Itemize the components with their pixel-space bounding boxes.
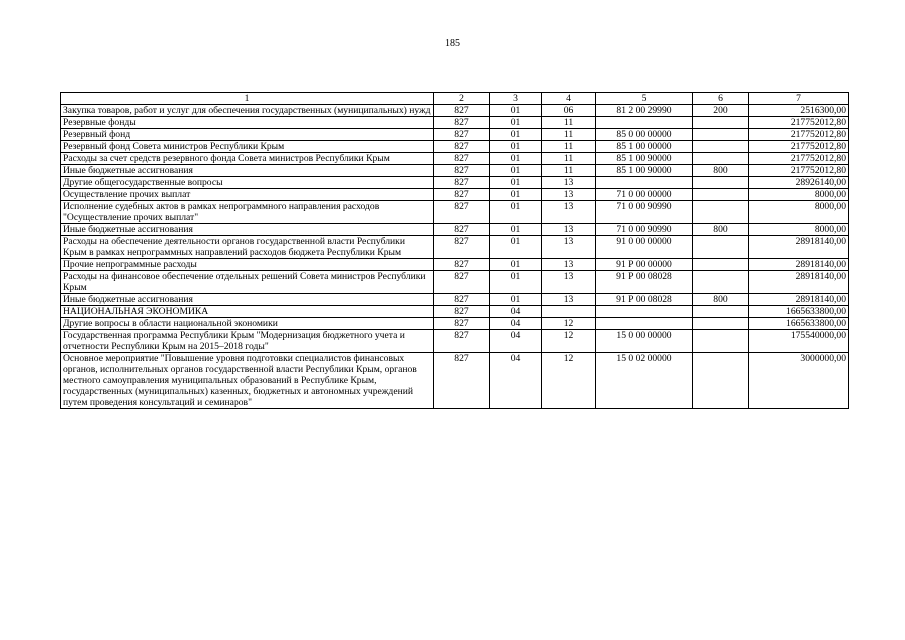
column-number: 7: [749, 93, 849, 105]
expense-type-cell: [693, 129, 749, 141]
section-code-cell: 01: [490, 165, 542, 177]
table-row: [61, 271, 849, 294]
table-row: [61, 306, 849, 318]
expense-type-cell: 800: [693, 294, 749, 306]
subsection-code-cell: [542, 306, 596, 318]
target-article-cell: 71 0 00 00000: [596, 189, 693, 201]
page-number: 185: [445, 38, 460, 49]
expense-type-cell: [693, 153, 749, 165]
table-row: [61, 318, 849, 330]
expense-name-cell: Основное мероприятие "Повышение уровня подготовки специалистов финансовых органов, исполнительных органов государственной власти Республики Крым, органов местного самоуправления муниципальных образований в Республике Крым, государственных (муниципальных) казенных, бюджетных и автономных учреждений путем проведения консультаций и семинаров": [61, 353, 434, 409]
section-code-cell: 01: [490, 153, 542, 165]
amount-cell: 1665633800,00: [749, 318, 849, 330]
expense-type-cell: [693, 189, 749, 201]
department-code-cell: 827: [434, 236, 490, 259]
table-row: [61, 330, 849, 353]
subsection-code-cell: 13: [542, 189, 596, 201]
column-number: 5: [596, 93, 693, 105]
target-article-cell: 91 0 00 00000: [596, 236, 693, 259]
section-code-cell: 01: [490, 201, 542, 224]
section-code-cell: 01: [490, 129, 542, 141]
expense-type-cell: [693, 353, 749, 409]
table-row: [61, 105, 849, 117]
subsection-code-cell: 11: [542, 117, 596, 129]
subsection-code-cell: 13: [542, 294, 596, 306]
target-article-cell: 85 1 00 90000: [596, 165, 693, 177]
target-article-cell: 71 0 00 90990: [596, 201, 693, 224]
subsection-code-cell: 13: [542, 224, 596, 236]
section-code-cell: 01: [490, 105, 542, 117]
target-article-cell: [596, 117, 693, 129]
subsection-code-cell: 11: [542, 141, 596, 153]
amount-cell: 217752012,80: [749, 117, 849, 129]
column-number: 1: [61, 93, 434, 105]
subsection-code-cell: 12: [542, 353, 596, 409]
department-code-cell: 827: [434, 353, 490, 409]
amount-cell: 28918140,00: [749, 236, 849, 259]
table-row: [61, 189, 849, 201]
subsection-code-cell: 13: [542, 177, 596, 189]
department-code-cell: 827: [434, 306, 490, 318]
section-code-cell: 01: [490, 294, 542, 306]
amount-cell: 28926140,00: [749, 177, 849, 189]
expense-name-cell: Иные бюджетные ассигнования: [61, 294, 434, 306]
column-number: 3: [490, 93, 542, 105]
column-number: 4: [542, 93, 596, 105]
amount-cell: 3000000,00: [749, 353, 849, 409]
department-code-cell: 827: [434, 153, 490, 165]
expense-type-cell: [693, 117, 749, 129]
amount-cell: 28918140,00: [749, 271, 849, 294]
target-article-cell: 91 Р 00 00000: [596, 259, 693, 271]
amount-cell: 217752012,80: [749, 165, 849, 177]
subsection-code-cell: 12: [542, 318, 596, 330]
target-article-cell: 91 Р 00 08028: [596, 294, 693, 306]
amount-cell: 8000,00: [749, 189, 849, 201]
expense-name-cell: Другие вопросы в области национальной экономики: [61, 318, 434, 330]
target-article-cell: 15 0 02 00000: [596, 353, 693, 409]
table-row: [61, 201, 849, 224]
table-row: [61, 117, 849, 129]
subsection-code-cell: 11: [542, 129, 596, 141]
expense-name-cell: Расходы за счет средств резервного фонда Совета министров Республики Крым: [61, 153, 434, 165]
target-article-cell: [596, 318, 693, 330]
expense-name-cell: Резервный фонд: [61, 129, 434, 141]
department-code-cell: 827: [434, 105, 490, 117]
target-article-cell: 71 0 00 90990: [596, 224, 693, 236]
table-row: [61, 141, 849, 153]
expense-name-cell: Иные бюджетные ассигнования: [61, 165, 434, 177]
target-article-cell: 91 Р 00 08028: [596, 271, 693, 294]
expense-type-cell: [693, 306, 749, 318]
subsection-code-cell: 06: [542, 105, 596, 117]
expense-type-cell: [693, 259, 749, 271]
amount-cell: 1665633800,00: [749, 306, 849, 318]
section-code-cell: 01: [490, 141, 542, 153]
expense-name-cell: Резервный фонд Совета министров Республики Крым: [61, 141, 434, 153]
expense-type-cell: [693, 201, 749, 224]
section-code-cell: 01: [490, 271, 542, 294]
section-code-cell: 01: [490, 259, 542, 271]
section-code-cell: 04: [490, 306, 542, 318]
subsection-code-cell: 12: [542, 330, 596, 353]
section-code-cell: 04: [490, 330, 542, 353]
expense-name-cell: Прочие непрограммные расходы: [61, 259, 434, 271]
table-row: [61, 177, 849, 189]
amount-cell: 2516300,00: [749, 105, 849, 117]
target-article-cell: 85 1 00 90000: [596, 153, 693, 165]
subsection-code-cell: 11: [542, 153, 596, 165]
department-code-cell: 827: [434, 117, 490, 129]
table-row: [61, 236, 849, 259]
expense-name-cell: Расходы на финансовое обеспечение отдельных решений Совета министров Республики Крым: [61, 271, 434, 294]
expense-name-cell: Исполнение судебных актов в рамках непрограммного направления расходов "Осуществление прочих выплат": [61, 201, 434, 224]
expense-type-cell: [693, 318, 749, 330]
target-article-cell: [596, 177, 693, 189]
section-code-cell: 01: [490, 224, 542, 236]
column-number: 6: [693, 93, 749, 105]
budget-table: [60, 92, 849, 409]
department-code-cell: 827: [434, 330, 490, 353]
section-code-cell: 04: [490, 353, 542, 409]
target-article-cell: 15 0 00 00000: [596, 330, 693, 353]
table-row: [61, 165, 849, 177]
department-code-cell: 827: [434, 201, 490, 224]
department-code-cell: 827: [434, 224, 490, 236]
table-row: [61, 259, 849, 271]
department-code-cell: 827: [434, 189, 490, 201]
column-number: 2: [434, 93, 490, 105]
target-article-cell: [596, 306, 693, 318]
department-code-cell: 827: [434, 259, 490, 271]
expense-type-cell: [693, 177, 749, 189]
expense-type-cell: [693, 236, 749, 259]
department-code-cell: 827: [434, 141, 490, 153]
section-code-cell: 01: [490, 236, 542, 259]
amount-cell: 28918140,00: [749, 259, 849, 271]
amount-cell: 217752012,80: [749, 153, 849, 165]
amount-cell: 28918140,00: [749, 294, 849, 306]
expense-name-cell: Резервные фонды: [61, 117, 434, 129]
section-code-cell: 01: [490, 117, 542, 129]
subsection-code-cell: 13: [542, 259, 596, 271]
table-row: [61, 129, 849, 141]
department-code-cell: 827: [434, 318, 490, 330]
department-code-cell: 827: [434, 271, 490, 294]
amount-cell: 8000,00: [749, 201, 849, 224]
expense-type-cell: [693, 330, 749, 353]
expense-type-cell: 800: [693, 165, 749, 177]
section-code-cell: 01: [490, 177, 542, 189]
amount-cell: 217752012,80: [749, 141, 849, 153]
expense-type-cell: 200: [693, 105, 749, 117]
table-row: [61, 153, 849, 165]
amount-cell: 8000,00: [749, 224, 849, 236]
amount-cell: 175540000,00: [749, 330, 849, 353]
expense-type-cell: 800: [693, 224, 749, 236]
section-code-cell: 01: [490, 189, 542, 201]
column-number-row: [61, 93, 849, 105]
target-article-cell: 85 0 00 00000: [596, 129, 693, 141]
expense-name-cell: Другие общегосударственные вопросы: [61, 177, 434, 189]
expense-type-cell: [693, 141, 749, 153]
subsection-code-cell: 13: [542, 271, 596, 294]
target-article-cell: 81 2 00 29990: [596, 105, 693, 117]
expense-name-cell: Закупка товаров, работ и услуг для обеспечения государственных (муниципальных) нужд: [61, 105, 434, 117]
target-article-cell: 85 1 00 00000: [596, 141, 693, 153]
amount-cell: 217752012,80: [749, 129, 849, 141]
table-row: [61, 224, 849, 236]
department-code-cell: 827: [434, 129, 490, 141]
department-code-cell: 827: [434, 294, 490, 306]
expense-type-cell: [693, 271, 749, 294]
expense-name-cell: НАЦИОНАЛЬНАЯ ЭКОНОМИКА: [61, 306, 434, 318]
subsection-code-cell: 13: [542, 201, 596, 224]
table-row: [61, 353, 849, 409]
department-code-cell: 827: [434, 165, 490, 177]
section-code-cell: 04: [490, 318, 542, 330]
subsection-code-cell: 11: [542, 165, 596, 177]
expense-name-cell: Государственная программа Республики Крым "Модернизация бюджетного учета и отчетности Республики Крым на 2015–2018 годы": [61, 330, 434, 353]
department-code-cell: 827: [434, 177, 490, 189]
table-row: [61, 294, 849, 306]
expense-name-cell: Иные бюджетные ассигнования: [61, 224, 434, 236]
expense-name-cell: Осуществление прочих выплат: [61, 189, 434, 201]
expense-name-cell: Расходы на обеспечение деятельности органов государственной власти Республики Крым в рамках непрограммных направлений расходов бюджета Республики Крым: [61, 236, 434, 259]
subsection-code-cell: 13: [542, 236, 596, 259]
